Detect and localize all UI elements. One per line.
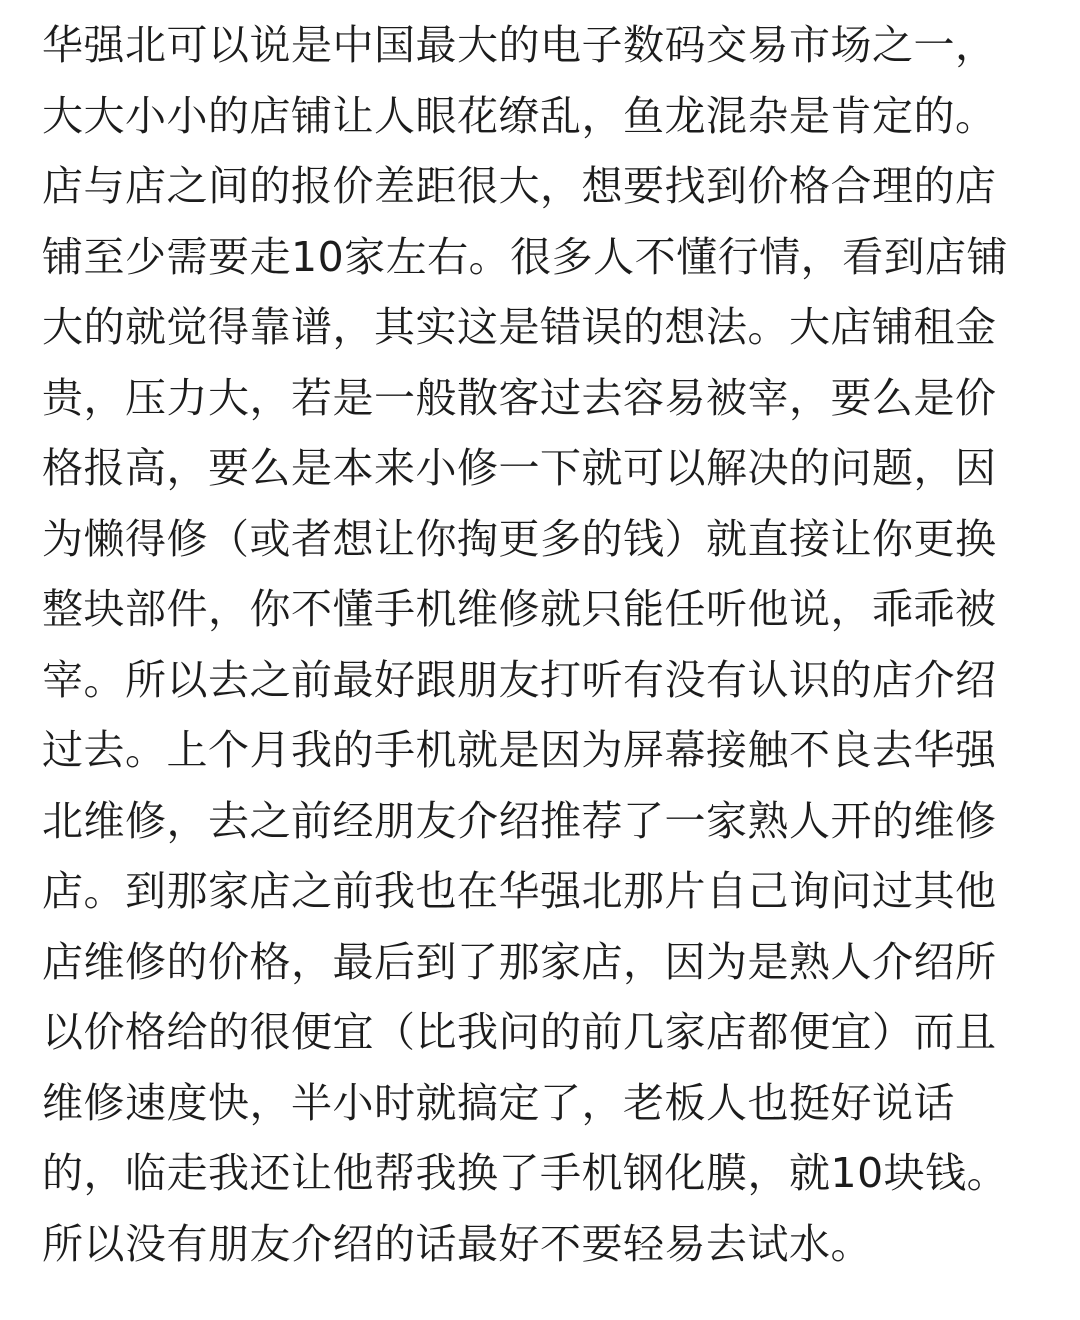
text-line-3: 店与店之间的报价差距很大，想要找到价格合理的店 [42, 162, 997, 210]
text-line-8: 为懒得修（或者想让你掏更多的钱）就直接让你更换 [42, 514, 997, 563]
text-line-6: 贵，压力大，若是一般散客过去容易被宰，要么是价 [42, 373, 997, 422]
text-line-13: 店。到那家店之前我也在华强北那片自己询问过其他 [42, 867, 997, 915]
text-line-4: 铺至少需要走10家左右。很多人不懂行情，看到店铺 [42, 232, 1009, 281]
text-line-14: 店维修的价格，最后到了那家店，因为是熟人介绍所 [42, 937, 997, 986]
text-line-9: 整块部件，你不懂手机维修就只能任听他说，乖乖被 [42, 585, 997, 633]
text-line-11: 过去。上个月我的手机就是因为屏幕接触不良去华强 [42, 726, 997, 774]
text-line-18: 所以没有朋友介绍的话最好不要轻易去试水。 [42, 1219, 872, 1268]
text-line-5: 大的就觉得靠谱，其实这是错误的想法。大店铺租金 [42, 303, 997, 351]
text-line-15: 以价格给的很便宜（比我问的前几家店都便宜）而且 [42, 1008, 997, 1056]
text-line-1: 华强北可以说是中国最大的电子数码交易市场之一， [42, 21, 997, 69]
text-line-12: 北维修，去之前经朋友介绍推荐了一家熟人开的维修 [42, 796, 997, 845]
text-line-2: 大大小小的店铺让人眼花缭乱，鱼龙混杂是肯定的。 [42, 91, 997, 140]
text-line-16: 维修速度快，半小时就搞定了，老板人也挺好说话 [42, 1078, 955, 1127]
text-line-17: 的，临走我还让他帮我换了手机钢化膜，就10块钱。 [42, 1149, 1009, 1197]
text-line-7: 格报高，要么是本来小修一下就可以解决的问题，因 [42, 444, 997, 492]
text-line-10: 宰。所以去之前最好跟朋友打听有没有认识的店介绍 [42, 655, 997, 704]
article-body [42, 10, 1042, 1279]
